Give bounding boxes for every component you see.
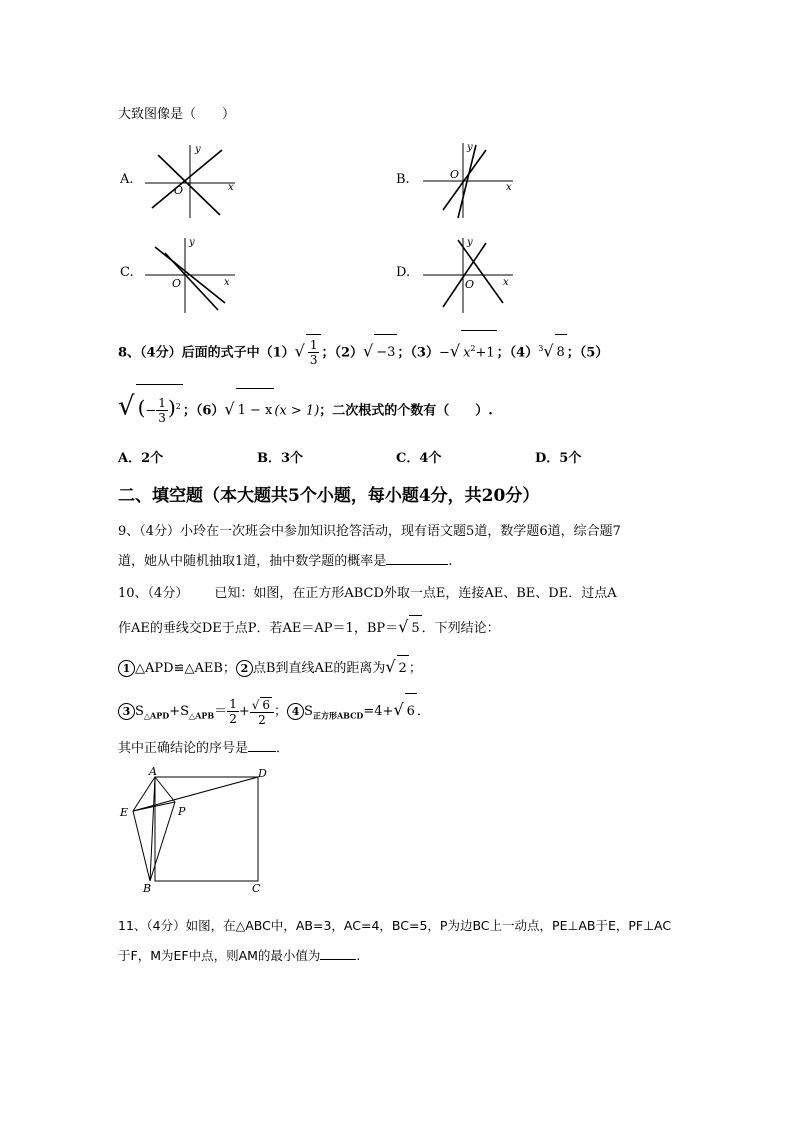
sqrt-sign: √ — [224, 399, 235, 419]
axis-y-label: y — [195, 144, 201, 155]
q7-option-c-label: C. — [120, 265, 134, 280]
q11-end: . — [356, 948, 361, 963]
sqrt-2: 2 — [397, 655, 409, 682]
cube-index: 3 — [538, 344, 544, 353]
q8-option-d: D．5个 — [535, 451, 582, 466]
point-p-label: P — [178, 805, 186, 818]
q10-ask-text: 其中正确结论的序号是 — [118, 741, 249, 756]
q11-line1: 11、（4分）如图，在△ABC中，AB=3，AC=4，BC=5，P为边BC上一动点，PE⊥AB于E，PF⊥AC — [118, 918, 672, 933]
sqrt-6: 6 — [405, 693, 417, 730]
plus-one: +1 — [475, 345, 495, 361]
q10-line2b: ．下列结论： — [421, 621, 500, 636]
sqrt-sign: √ — [449, 341, 461, 361]
frac-1-3 — [308, 338, 320, 367]
q10-line1-text: 已知：如图，在正方形ABCD外取一点E，连接AE、BE、DE．过点A — [214, 586, 617, 601]
q8-item4-label: ；（4） — [496, 345, 539, 361]
axis-y-label: y — [467, 142, 473, 153]
q8-line1: 8、（4分）后面的式子中（1）√ $\frac{1}{3}$ ；（2）√ −3 ；（3）−√ $x^2+1$ ；$(4)^3√$ 8 ；（5） — [118, 330, 608, 371]
q8-item2-label: ；（2） — [321, 345, 364, 361]
s-symbol: S — [304, 704, 313, 719]
q8-option-c: C．4个 — [396, 451, 442, 466]
origin-label: O — [174, 184, 184, 197]
equals-4-plus: =4+ — [363, 704, 394, 719]
sqrt-sign: √ — [393, 700, 404, 719]
q10-conclusions-1-2 — [118, 654, 422, 682]
q10-conclusions-3-4 — [118, 692, 430, 734]
s-symbol: S — [135, 704, 144, 719]
frac-den: 3 — [158, 411, 166, 426]
frac-den: 2 — [229, 712, 237, 726]
sub-square: 正方形ABCD — [312, 710, 364, 721]
origin-label: O — [172, 277, 182, 290]
q10-answer-blank[interactable] — [248, 751, 276, 752]
q10-num: 10、（4分） — [118, 586, 189, 601]
q9-line1: 9、（4分）小玲在一次班会中参加知识抢答活动，现有语文题5道，数学题6道，综合题7 — [118, 524, 621, 539]
sqrt-sign: √ — [118, 391, 135, 422]
q8-line2 — [118, 384, 493, 433]
frac-1-3 — [156, 396, 168, 425]
sqrt-sign: √ — [385, 657, 396, 676]
q7-graph-b — [418, 140, 518, 220]
conclusion-4-end: ． — [416, 704, 430, 719]
q9-answer-blank[interactable] — [386, 564, 448, 565]
conclusion-3-marker: 3 — [118, 703, 135, 720]
frac-num: √ 6 — [250, 697, 274, 713]
sqrt-sign: √ — [543, 341, 554, 361]
q11-line2-text: 于F，M为EF中点，则AM的最小值为 — [118, 948, 321, 963]
axis-x-label: x — [224, 277, 230, 288]
exp-2: 2 — [175, 402, 181, 411]
q10-figure — [115, 765, 275, 895]
sqrt-neg-third-sq: (− $\frac{1}{3}$ )$^2$ — [136, 384, 183, 433]
q8-lead: 8、（4分）后面的式子中（1） — [118, 345, 295, 361]
q8-item5-label: ；（5） — [566, 345, 609, 361]
sub-apd: △APD — [143, 710, 170, 721]
q9-end: . — [448, 554, 453, 569]
origin-label: O — [465, 278, 475, 291]
q7-graph-c — [140, 235, 240, 315]
q7-graph-a — [140, 140, 240, 220]
var-x: x — [463, 345, 471, 361]
point-a-label: A — [149, 765, 157, 778]
sub-apb: △APB — [189, 710, 215, 721]
origin-label: O — [450, 168, 460, 181]
sqrt-1-3 — [306, 334, 322, 371]
conclusion-2-end: ； — [408, 661, 422, 676]
q10-ask — [118, 737, 289, 756]
point-d-label: D — [258, 767, 267, 780]
point-b-label: B — [143, 882, 152, 895]
axis-y-label: y — [467, 237, 473, 248]
conclusion-1: △APD≌△AEB； — [135, 661, 236, 676]
conclusion-2-marker: 2 — [236, 660, 253, 677]
q9-line2-text: 道，她从中随机抽取1道，抽中数学题的概率是 — [118, 554, 387, 569]
sqrt-1-minus-x: 1 − x — [236, 388, 275, 433]
q8-option-b: B．3个 — [257, 451, 304, 466]
frac-1-2 — [227, 697, 239, 726]
section2-title: 二、填空题（本大题共5个小题，每小题4分，共20分） — [118, 486, 540, 506]
conclusion-1-marker: 1 — [118, 660, 135, 677]
plus-s: +S — [169, 704, 190, 719]
exp-2: 2 — [470, 344, 476, 353]
sqrt-5: 5 — [409, 615, 421, 642]
q10-line2a: 作AE的垂线交DE于点P．若AE＝AP＝1，BP＝ — [118, 621, 399, 636]
minus: − — [145, 403, 157, 419]
frac-sqrt6-2 — [250, 697, 274, 727]
point-e-label: E — [120, 806, 129, 819]
q10-line1 — [118, 582, 617, 601]
axis-x-label: x — [506, 182, 512, 193]
q7-tail: 大致图像是（ ） — [118, 107, 236, 122]
q8-tail: ；二次根式的个数有（ ）. — [319, 403, 493, 419]
q7-graph-d — [418, 235, 518, 315]
axis-x-label: x — [503, 277, 509, 288]
conclusion-2: 点B到直线AE的距离为 — [252, 661, 386, 676]
q7-option-b-label: B. — [396, 172, 410, 187]
conclusion-3-end: ； — [274, 704, 288, 719]
plus: + — [238, 704, 250, 719]
frac-num: 1 — [158, 396, 166, 411]
sqrt-x2-plus1 — [461, 330, 497, 371]
frac-den: 2 — [258, 712, 266, 727]
sqrt-neg3: −3 — [374, 334, 397, 371]
axis-x-label: x — [228, 182, 234, 193]
axis-y-label: y — [189, 237, 195, 248]
sqrt-sign: √ — [294, 341, 305, 361]
sqrt-sign: √ — [363, 341, 374, 361]
sqrt-sign: √ — [398, 617, 409, 636]
q11-line2 — [118, 946, 360, 964]
frac-den: 3 — [309, 353, 318, 368]
q10-ask-end: ． — [276, 741, 290, 756]
frac-num: 1 — [309, 338, 318, 353]
q9-line2 — [118, 550, 452, 569]
q10-line2 — [118, 614, 500, 642]
equals: ＝ — [214, 704, 228, 719]
q7-option-d-label: D. — [396, 265, 411, 280]
frac-num: 1 — [229, 697, 237, 711]
condition: (x > 1) — [274, 403, 320, 419]
q8-item3-label: ；（3） — [397, 345, 439, 361]
cbrt-8: 8 — [555, 334, 567, 371]
conclusion-4-marker: 4 — [287, 703, 304, 720]
sqrt-6: 6 — [262, 697, 271, 712]
q8-item6-label: ；（6） — [182, 403, 225, 419]
q7-option-a-label: A. — [120, 172, 134, 187]
q11-answer-blank[interactable] — [320, 959, 356, 960]
point-c-label: C — [252, 882, 261, 895]
q8-option-a: A．2个 — [118, 451, 164, 466]
